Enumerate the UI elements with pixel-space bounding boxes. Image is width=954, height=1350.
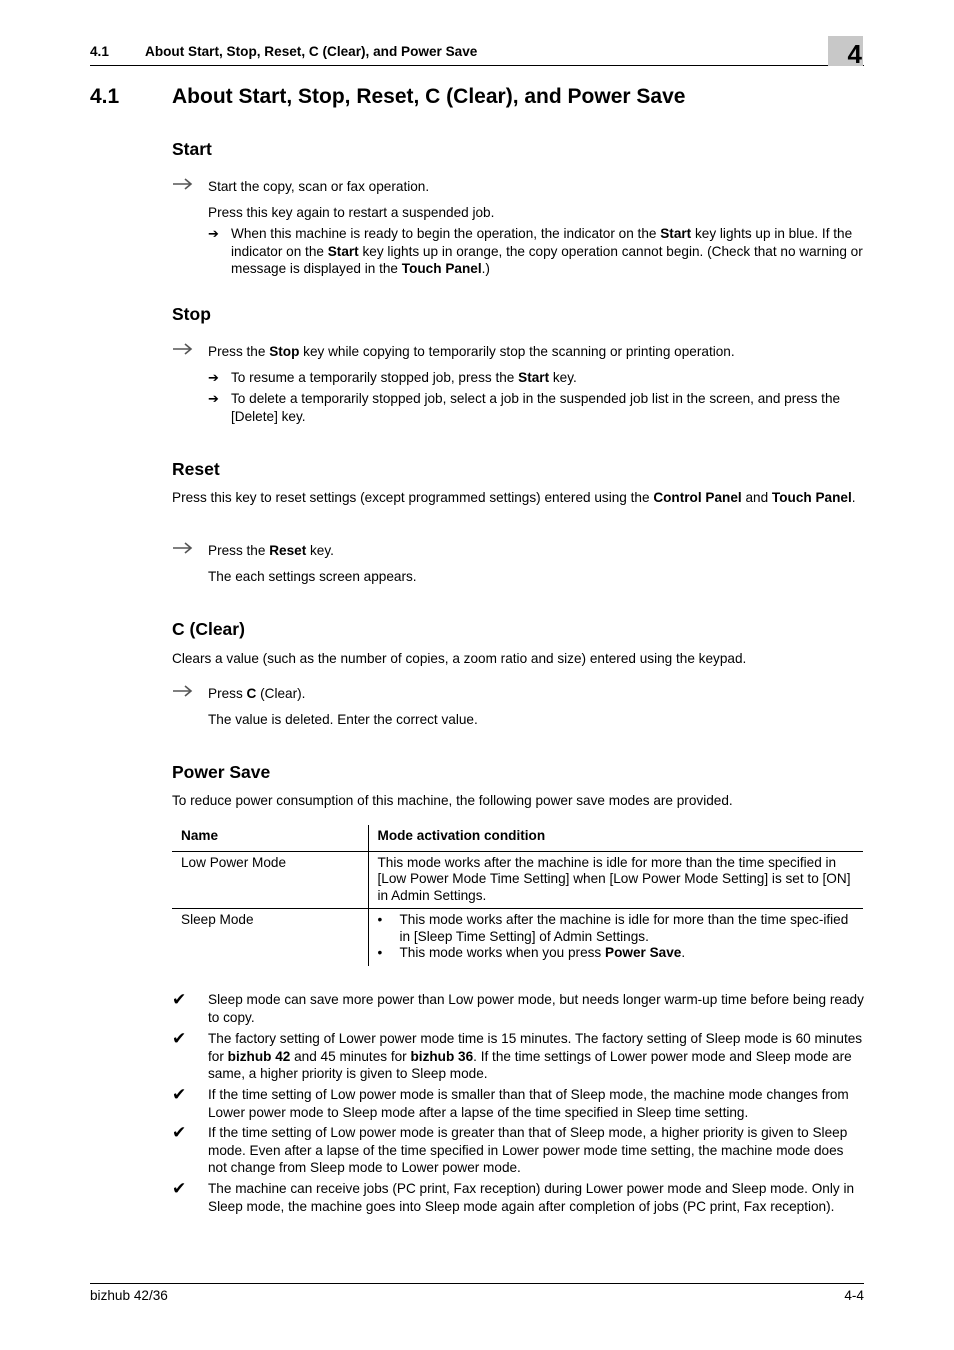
check-icon: ✔ (172, 1029, 187, 1048)
start-step: Start the copy, scan or fax operation. (208, 179, 430, 194)
table-cell-condition: This mode works after the machine is idle for more than the time specified in [Low Power Mode Time Setting] when [Low Power Mode Setting] is set to [ON] in Admin Settings. (368, 851, 863, 909)
check-icon: ✔ (172, 1123, 187, 1142)
reset-result: The each settings screen appears. (208, 569, 417, 584)
step-arrow-icon (172, 342, 194, 356)
heading-stop: Stop (172, 304, 211, 324)
start-result: Press this key again to restart a suspended job. (208, 205, 495, 220)
step-arrow-icon (172, 177, 194, 191)
table-header-row (172, 825, 863, 851)
header-section-title: About Start, Stop, Reset, C (Clear), and Power Save (145, 44, 478, 59)
step-arrow-icon (172, 541, 194, 555)
note-item: If the time setting of Low power mode is smaller than that of Sleep mode, the machine mode changes from Lower power mode to Sleep mode after a lapse of the time specified in Sleep time setting. (208, 1087, 849, 1120)
section-title: About Start, Stop, Reset, C (Clear), and Power Save (172, 85, 686, 108)
check-icon: ✔ (172, 990, 187, 1009)
running-header (90, 42, 864, 66)
table-row (172, 909, 863, 966)
list-item: • This mode works after the machine is idle for more than the time spec-ified in [Sleep Time Setting] of Admin Settings. (377, 912, 849, 944)
reset-step: Press the Reset key. (208, 543, 334, 558)
table-row (172, 851, 863, 909)
sub-arrow-icon: ➔ (208, 226, 219, 241)
heading-power-save: Power Save (172, 762, 271, 782)
footer-rule (90, 1283, 864, 1284)
heading-clear: C (Clear) (172, 619, 245, 639)
step-arrow-icon (172, 684, 194, 698)
stop-sub-text-1: To resume a temporarily stopped job, press the Start key. (231, 370, 577, 385)
check-icon: ✔ (172, 1179, 187, 1198)
table-header-condition: Mode activation condition (368, 825, 863, 851)
bullet-icon: • (377, 945, 383, 960)
table-header-name: Name (172, 825, 368, 851)
chapter-tab (828, 36, 863, 69)
sub-arrow-icon: ➔ (208, 391, 219, 406)
stop-sub-text-2: To delete a temporarily stopped job, select a job in the suspended job list in the screen, and press the [Delete] key. (231, 391, 841, 424)
table-cell-condition (368, 909, 863, 966)
power-save-description: To reduce power consumption of this machine, the following power save modes are provided. (172, 793, 733, 808)
note-item: Sleep mode can save more power than Low power mode, but needs longer warm-up time before being ready to copy. (208, 992, 864, 1025)
table-cell-name: Sleep Mode (172, 909, 368, 966)
stop-step: Press the Stop key while copying to temporarily stop the scanning or printing operation. (208, 344, 735, 359)
clear-step: Press C (Clear). (208, 686, 306, 701)
clear-result: The value is deleted. Enter the correct value. (208, 712, 478, 727)
table-cell-name: Low Power Mode (172, 851, 368, 909)
footer-product: bizhub 42/36 (90, 1288, 168, 1303)
reset-description: Press this key to reset settings (except programmed settings) entered using the Control Panel and Touch Panel. (172, 490, 856, 505)
bullet-icon: • (377, 912, 383, 927)
chapter-number: 4 (847, 39, 862, 69)
heading-start: Start (172, 139, 212, 159)
check-icon: ✔ (172, 1085, 187, 1104)
note-item: The machine can receive jobs (PC print, Fax reception) during Lower power mode and Sleep mode. Only in Sleep mode, the machine goes into Sleep mode again after completion of jobs (PC print, Fax reception). (208, 1181, 855, 1214)
list-item: • This mode works when you press Power Save. (377, 945, 686, 960)
sub-arrow-icon: ➔ (208, 370, 219, 385)
section-number: 4.1 (90, 85, 120, 108)
start-sub-text: When this machine is ready to begin the operation, the indicator on the Start key lights up in blue. If the indicator on the Start key lights up in orange, the copy operation cannot begin. (Check that no warning or message is displayed in the Touch Panel.) (231, 226, 863, 276)
heading-reset: Reset (172, 459, 220, 479)
note-item: The factory setting of Lower power mode time is 15 minutes. The factory setting of Sleep mode is 60 minutes for bizhub 42 and 45 minutes for bizhub 36. If the time settings of Lower power mode and Sleep mode are same, a higher priority is given to Sleep mode. (208, 1031, 863, 1081)
header-section-number: 4.1 (90, 44, 109, 59)
clear-description: Clears a value (such as the number of copies, a zoom ratio and size) entered using the keypad. (172, 651, 747, 666)
footer-page-number: 4-4 (844, 1288, 864, 1303)
note-item: If the time setting of Low power mode is greater than that of Sleep mode, a higher priority is given to Sleep mode. Even after a lapse of the time specified in Lower power mode time setting, the machine mode does not change from Sleep mode to Lower power mode. (208, 1125, 848, 1175)
power-save-table (172, 825, 863, 966)
